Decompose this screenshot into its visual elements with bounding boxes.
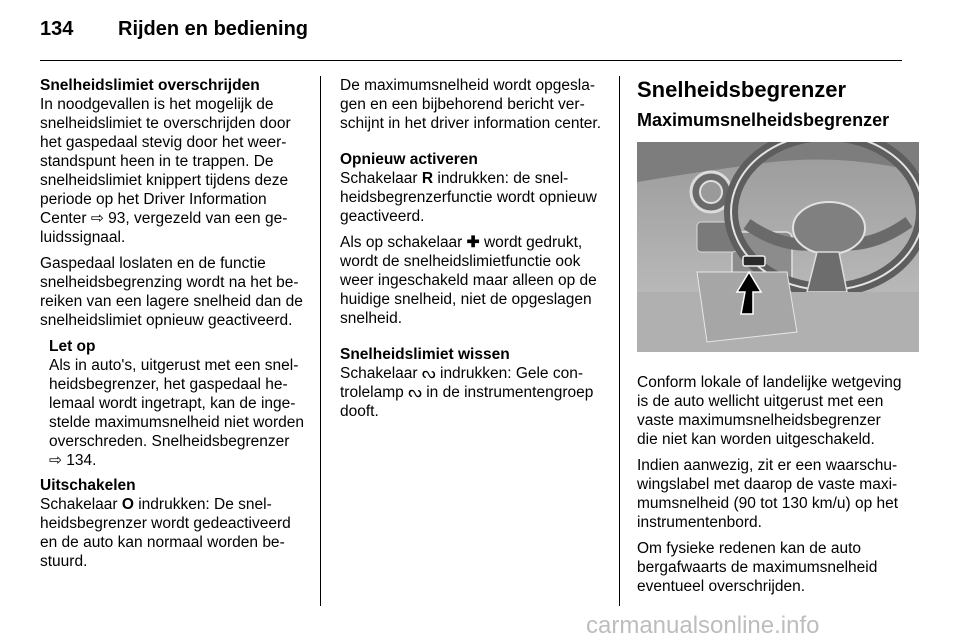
r-switch-icon: R [421, 170, 434, 187]
page-number: 134 [40, 18, 74, 40]
column-2 [340, 76, 606, 428]
column-1 [40, 76, 306, 578]
paragraph-switch-off: Schakelaar O indrukken: De snelheidsbegrenzer wordt gedeactiveerd en de auto kan normaal worden bestuurd. [40, 496, 291, 570]
column-divider-1 [320, 76, 321, 606]
heading-clear-limit: Snelheidslimiet wissen [340, 346, 510, 363]
dashboard-illustration [637, 142, 919, 352]
heading-switch-off: Uitschakelen [40, 477, 136, 494]
speed-limiter-icon: ᔓ [421, 365, 436, 382]
paragraph-reactivate: Schakelaar R indrukken: de snelheidsbegrenzerfunctie wordt opnieuw geactiveerd. [340, 170, 597, 225]
o-switch-icon: O [121, 496, 134, 513]
chapter-title: Rijden en bediening [118, 18, 309, 40]
note-title: Let op [49, 338, 96, 355]
plus-switch-icon: ✚ [466, 234, 480, 251]
subsection-title: Maximumsnelheidsbegrenzer [637, 110, 890, 130]
paragraph-warning-label: Indien aanwezig, zit er een waarschuwingslabel met daarop de vaste maximumsnelheid (90 tot 130 km/u) op het instrumentenbord. [637, 457, 899, 531]
paragraph-downhill: Om fysieke redenen kan de auto bergafwaarts de maximumsnelheid eventueel overschrijden. [637, 540, 878, 595]
header-rule [40, 60, 902, 61]
paragraph-clear-limit: Schakelaar ᔓ indrukken: Gele controlelamp ᔓ in de instrumentengroep dooft. [340, 365, 594, 420]
column-divider-2 [619, 76, 620, 606]
note-text: Als in auto's, uitgerust met een snelheidsbegrenzer, het gaspedaal helemaal wordt ingetrapt, kan de ingestelde maximumsnelheid niet worden overschreden. Snelheidsbegrenzer ⇨ 134. [49, 357, 305, 469]
heading-override: Snelheidslimiet overschrijden [40, 77, 260, 94]
paragraph-fixed-limiter: Conform lokale of landelijke wetgeving is de auto wellicht uitgerust met een vaste maximumsnelheidsbegrenzer die niet kan worden uitgeschakeld. [637, 374, 902, 448]
paragraph-release: Gaspedaal loslaten en de functie snelheidsbegrenzing wordt na het bereiken van een lagere snelheid dan de snelheidslimiet opnieuw geactiveerd. [40, 255, 303, 329]
paragraph-max-stored: De maximumsnelheid wordt opgeslagen en een bijbehorend bericht verschijnt in het driver information center. [340, 77, 602, 132]
paragraph-override: In noodgevallen is het mogelijk de snelheidslimiet te overschrijden door het gaspedaal stevig door het weerstandspunt heen in te trappen. De snelheidslimiet knippert tijdens deze periode op het Driver Information Center ⇨ 93, vergezeld van een geluidssignaal. [40, 96, 291, 246]
note-block [40, 337, 306, 470]
speed-limiter-lamp-icon: ᔓ [408, 384, 422, 401]
paragraph-plus-switch: Als op schakelaar ✚ wordt gedrukt, wordt de snelheidslimietfunctie ook weer ingeschakeld maar alleen op de huidige snelheid, niet de opgeslagen snelheid. [340, 234, 597, 327]
column-3 [637, 76, 903, 603]
watermark: carmanualsonline.info [586, 612, 820, 639]
section-title: Snelheidsbegrenzer [637, 77, 847, 102]
heading-reactivate: Opnieuw activeren [340, 151, 478, 168]
